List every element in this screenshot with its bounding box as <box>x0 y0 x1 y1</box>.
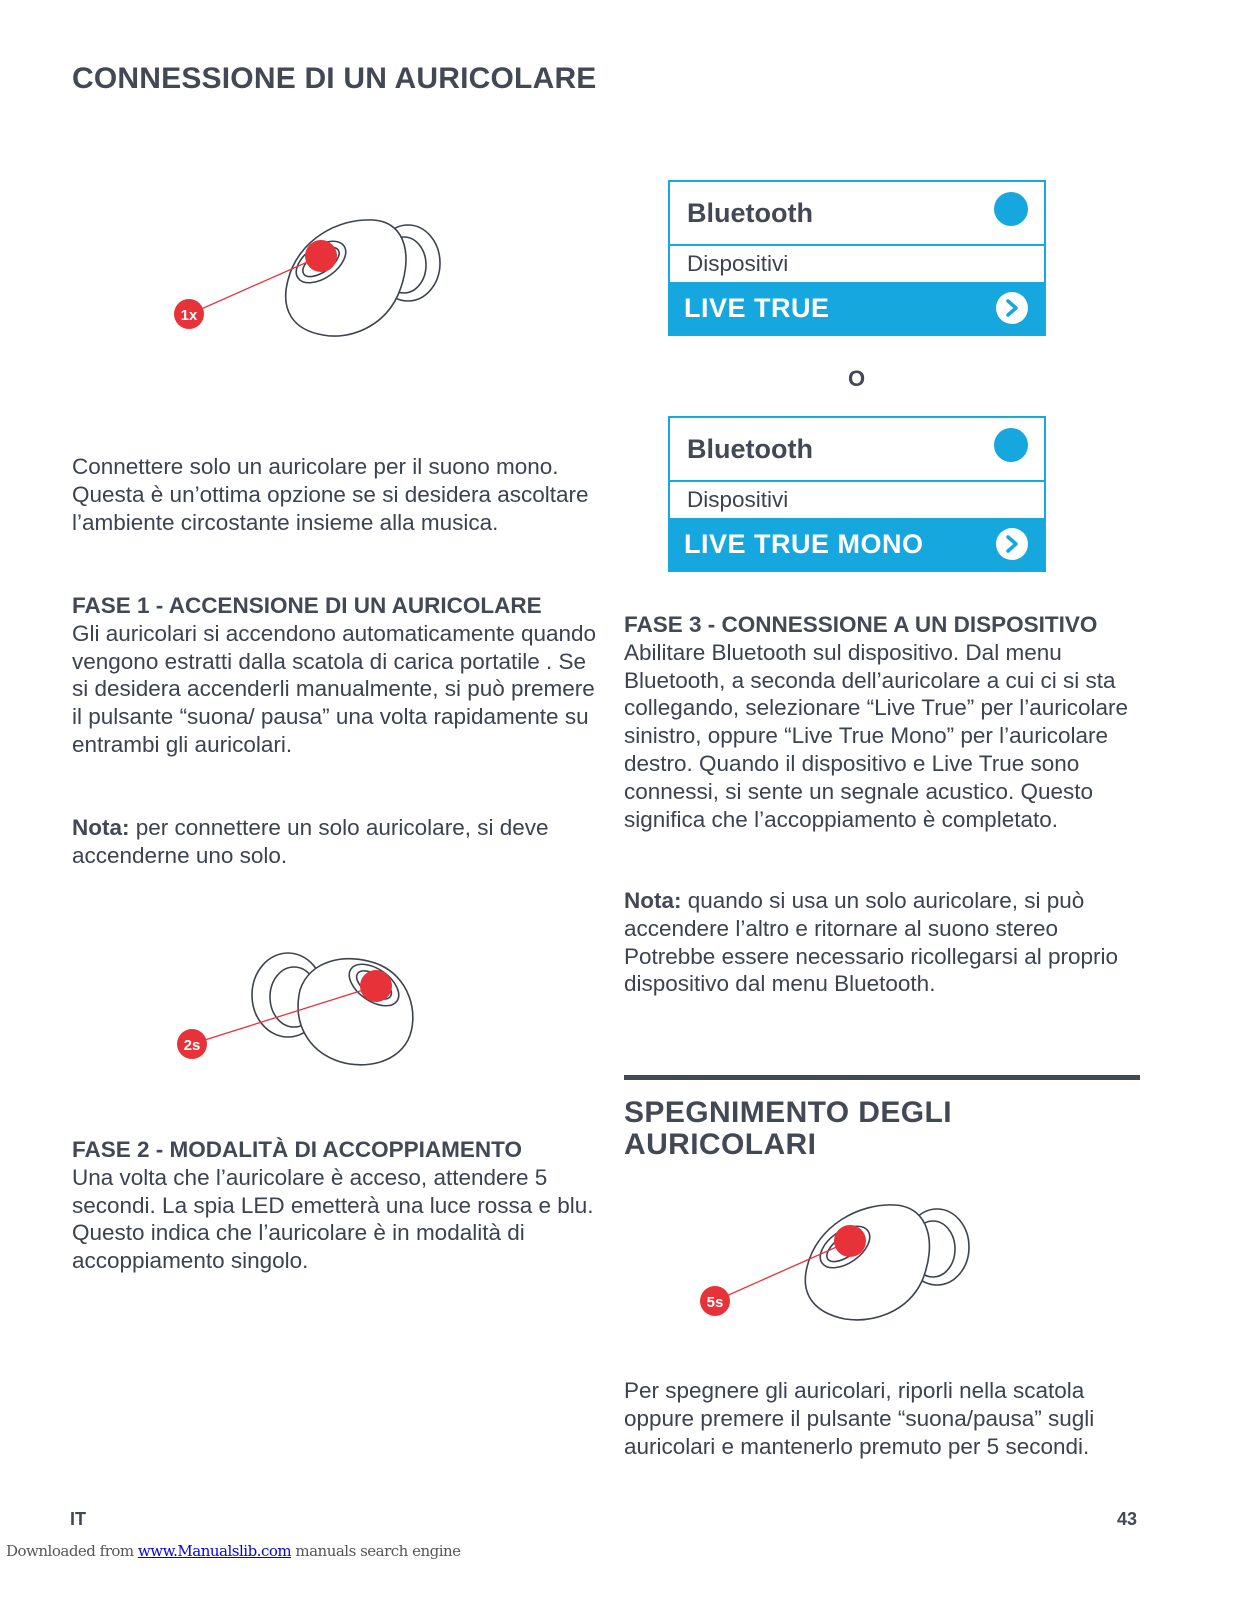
nota1-text: per connettere un solo auricolare, si deve accenderne uno solo. <box>72 815 549 868</box>
bluetooth-title: Bluetooth <box>687 433 813 464</box>
bluetooth-panel-1 <box>668 180 1046 336</box>
nota1-paragraph <box>72 814 592 870</box>
section-title-off <box>624 1097 952 1161</box>
bluetooth-panel-2 <box>668 416 1046 572</box>
nota2-paragraph <box>624 887 1124 998</box>
badge-5s-label: 5s <box>706 1294 724 1311</box>
footer-language: IT <box>70 1509 86 1529</box>
download-prefix: Downloaded from <box>6 1542 138 1560</box>
device-item-live-true-mono[interactable] <box>670 518 1044 570</box>
status-dot-icon[interactable] <box>994 428 1028 462</box>
manualslib-link[interactable]: www.Manualslib.com <box>137 1542 292 1560</box>
status-dot-icon[interactable] <box>994 192 1028 226</box>
fase3-text: Abilitare Bluetooth sul dispositivo. Dal menu Bluetooth, a seconda dell’auricolare a cui ci si sta collegando, selezionare “Live True” per l’auricolare sinistro, oppure “Live True Mono” per l’auricolare destro. Quando il dispositivo e Live True sono connessi, si sente un segnale acustico. Questo significa che l’accoppiamento è completato. <box>624 639 1129 832</box>
fase2-text: Una volta che l’auricolare è acceso, attendere 5 secondi. La spia LED emetterà una luce rossa e blu. Questo indica che l’auricolare è in modalità di accoppiamento singolo. <box>72 1164 594 1274</box>
devices-label: Dispositivi <box>687 487 789 512</box>
badge-1x-label: 1x <box>180 307 198 324</box>
download-note <box>6 1542 461 1560</box>
chevron-right-icon <box>996 528 1028 560</box>
bluetooth-header <box>670 418 1044 482</box>
device-item-label: LIVE TRUE <box>684 292 830 323</box>
fase2-section <box>72 1136 602 1275</box>
section-title-line1: SPEGNIMENTO DEGLI <box>624 1096 952 1129</box>
fase1-heading: FASE 1 - ACCENSIONE DI UN AURICOLARE <box>72 593 542 618</box>
chevron-right-icon <box>996 292 1028 324</box>
page-number: 43 <box>1117 1509 1138 1529</box>
download-suffix: manuals search engine <box>291 1542 461 1560</box>
nota2-label: Nota: <box>624 888 682 913</box>
badge-2s-label: 2s <box>183 1037 201 1054</box>
off-paragraph: Per spegnere gli auricolari, riporli nella scatola oppure premere il pulsante “suona/pausa” sugli auricolari e mantenerlo premuto per 5 secondi. <box>624 1378 1095 1459</box>
fase2-heading: FASE 2 - MODALITÀ DI ACCOPPIAMENTO <box>72 1137 523 1162</box>
intro-paragraph: Connettere solo un auricolare per il suono mono. Questa è un’ottima opzione se si desidera ascoltare l’ambiente circostante insieme alla musica. <box>72 454 589 535</box>
earbud-illustration-5s <box>695 1195 985 1335</box>
page-title: CONNESSIONE DI UN AURICOLARE <box>72 62 597 95</box>
fase3-section <box>624 611 1144 833</box>
bluetooth-header <box>670 182 1044 246</box>
fase3-heading: FASE 3 - CONNESSIONE A UN DISPOSITIVO <box>624 612 1098 637</box>
section-divider <box>624 1075 1140 1080</box>
fase1-text: Gli auricolari si accendono automaticamente quando vengono estratti dalla scatola di carica portatile . Se si desidera accenderli manualmente, si può premere il pulsante “suona/ pausa” una volta rapidamente su entrambi gli auricolari. <box>72 620 597 757</box>
nota1-label: Nota: <box>72 815 130 840</box>
fase1-section <box>72 592 597 759</box>
devices-label: Dispositivi <box>687 251 789 276</box>
earbud-illustration-1x <box>168 210 458 350</box>
section-title-line2: AURICOLARI <box>624 1128 817 1161</box>
device-item-label: LIVE TRUE MONO <box>684 528 924 559</box>
earbud-illustration-2s <box>170 945 430 1075</box>
device-item-live-true[interactable] <box>670 282 1044 334</box>
bluetooth-title: Bluetooth <box>687 197 813 228</box>
nota2-text: quando si usa un solo auricolare, si può accendere l’altro e ritornare al suono stereo Potrebbe essere necessario ricollegarsi al proprio dispositivo dal menu Bluetooth. <box>624 888 1119 997</box>
or-label: O <box>848 366 866 391</box>
